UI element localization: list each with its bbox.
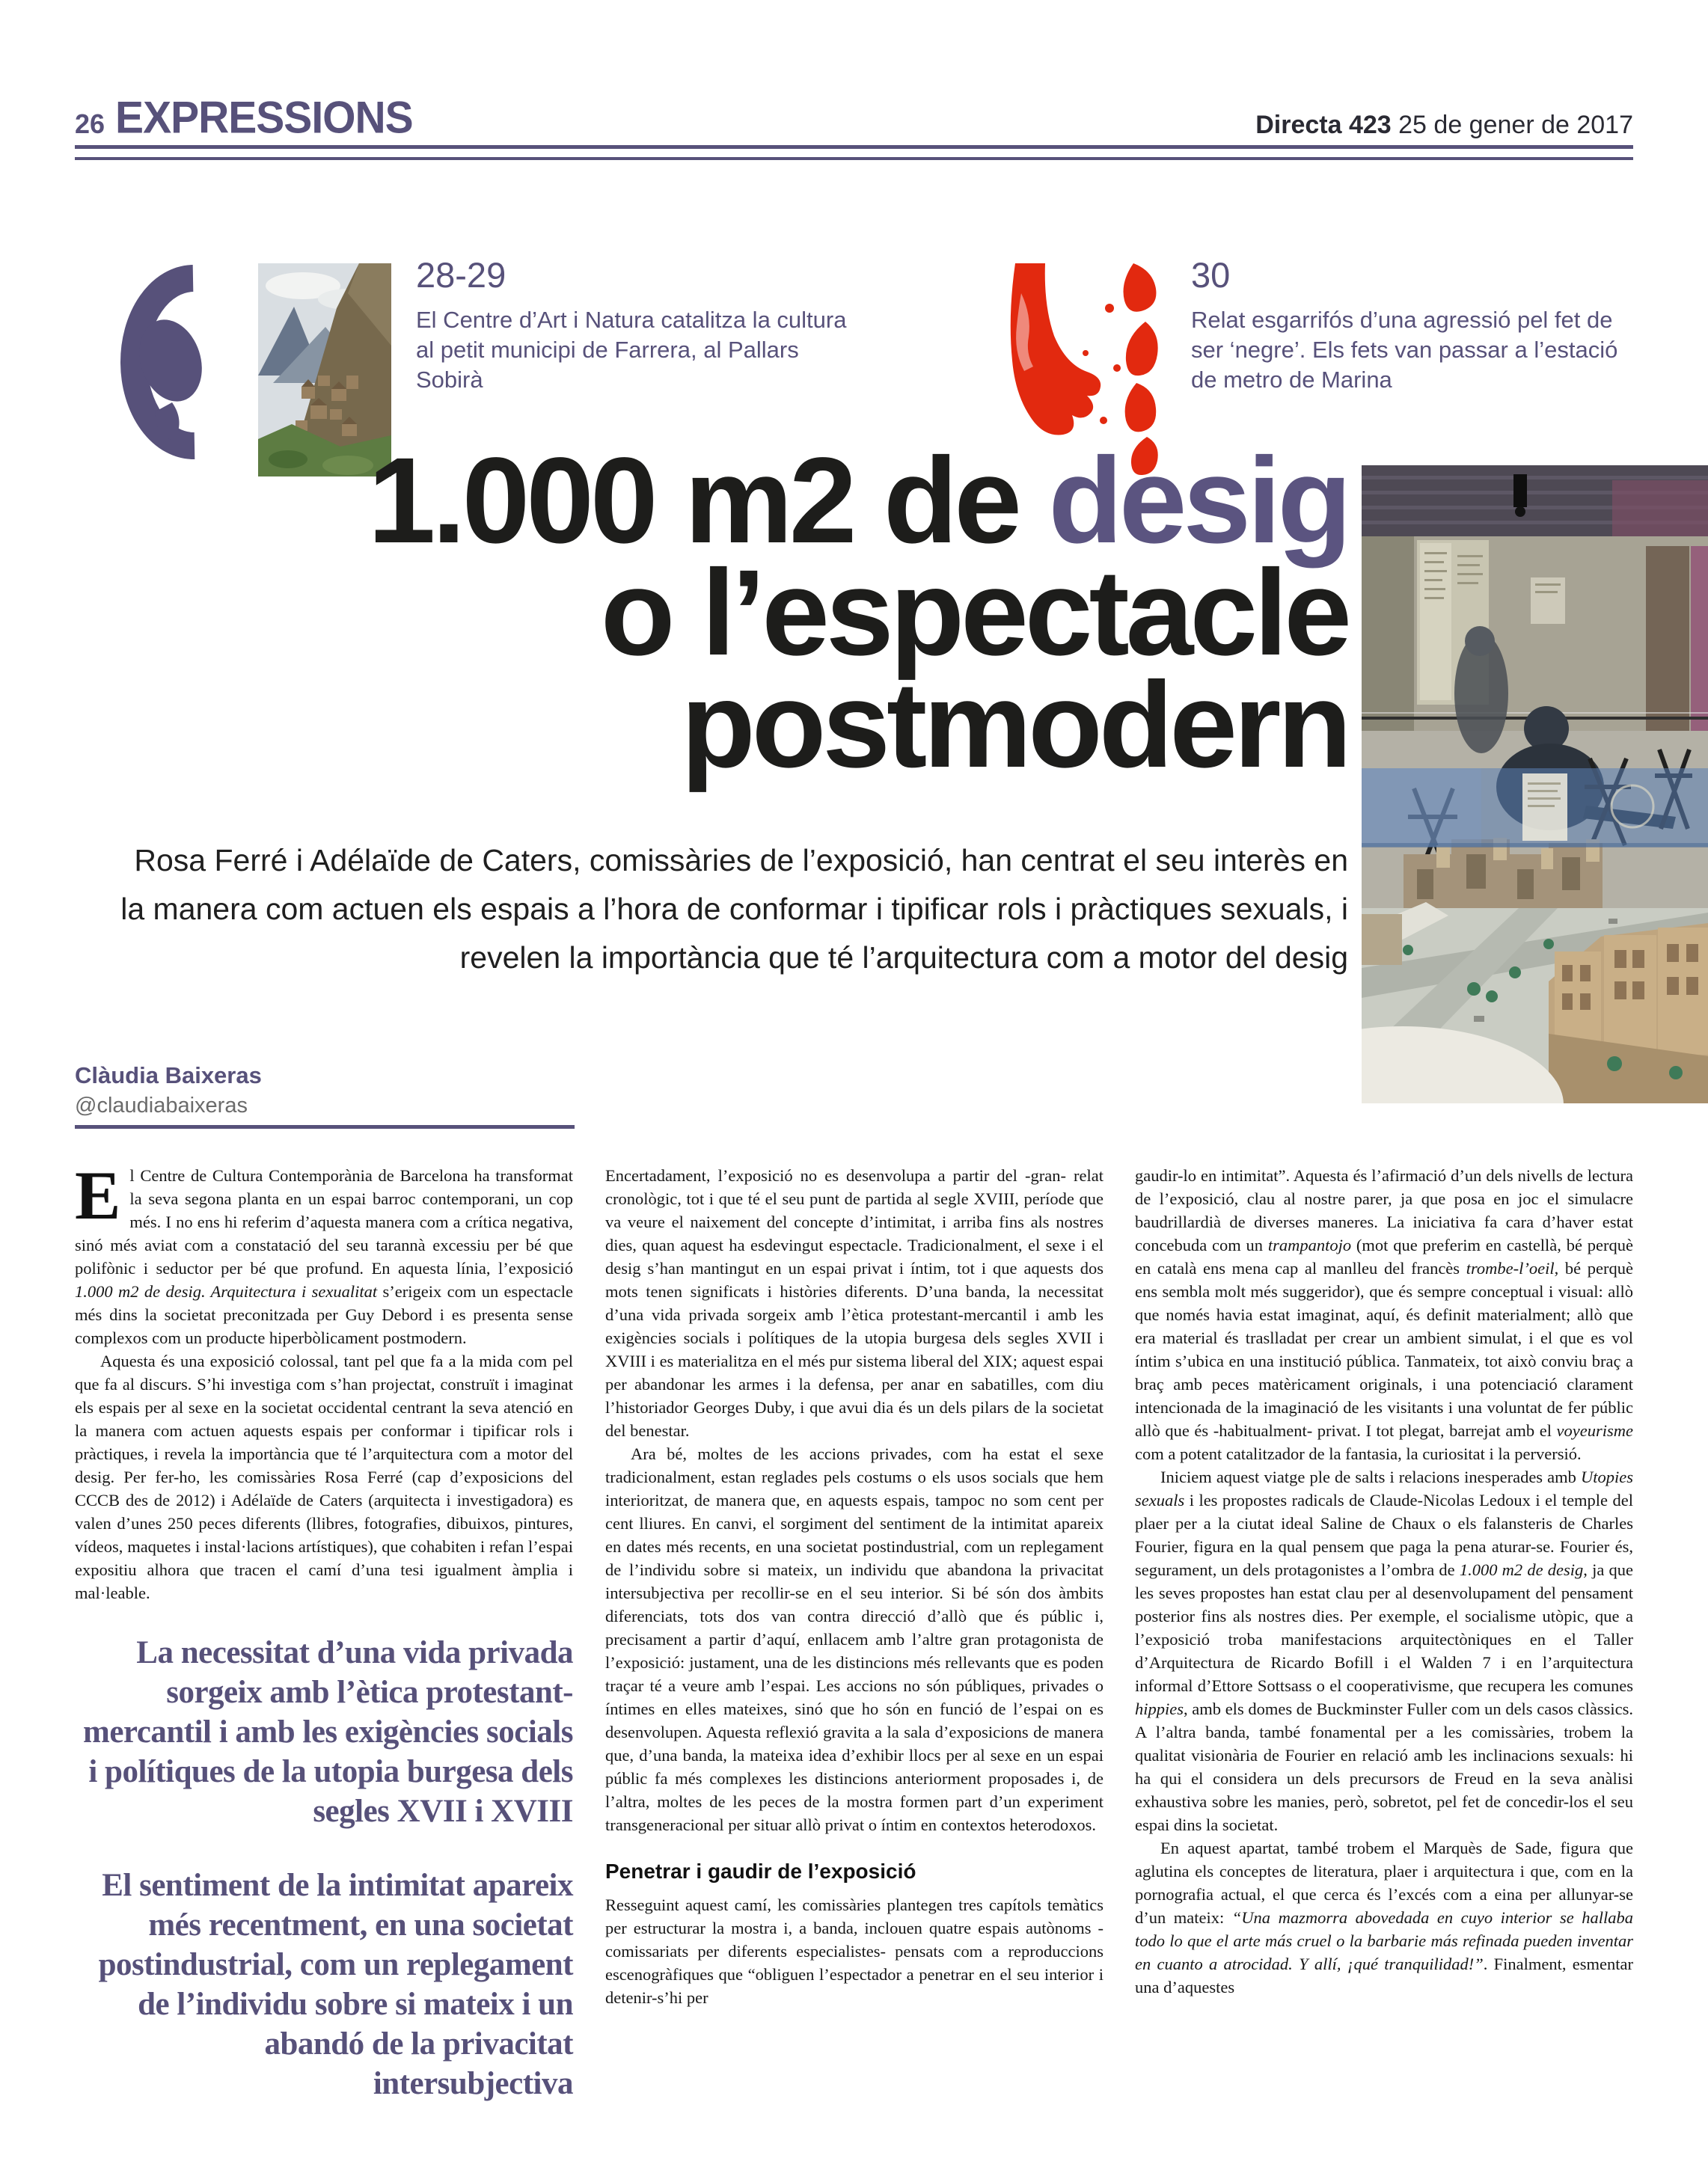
teaser-pages: 28-29: [416, 255, 506, 295]
section-title: EXPRESSIONS: [115, 92, 413, 143]
paragraph: Ara bé, moltes de les accions privades, com ha estat el sexe tradicionalment, estan reglades pels costums o els usos socials que hem interioritzat, de manera que, en aquests espais, tampoc no som cent per cent lliures. En canvi, el sorgiment del sentiment de la intimitat apareix en dates més recents, en una societat postindustrial, com un replegament de l’individu sobre si mateix, un individu que abandona la privacitat intersubjectiva per recollir-se en el seu interior. Si bé són dos àmbits diferenciats, tots dos van contra direcció d’allò que és públic i, precisament a partir d’aquí, enllacem amb l’altre gran protagonista de l’exposició: justament, una de les distincions més rellevants que es poden traçar té a veure amb l’espai. Les accions no són públiques, privades o íntimes en elles mateixes, sinó que ho són en funció de l’espai on es desenvolupen. Aquesta reflexió gravita a la sala d’exposicions de manera que, d’una banda, la mateixa idea d’exhibir llocs per al sexe en un espai públic fa més complexes les distincions anteriorment proposades i, de l’altra, moltes de les peces de la mostra formen part d’un experiment transgeneracional per situar allò privat o íntim en contextos heterodoxos.: [605, 1444, 1104, 1834]
headline-line-1: [112, 432, 1348, 568]
article-lede: Rosa Ferré i Adélaïde de Caters, comissàries de l’exposició, han centrat el seu interès en la manera com actuen els espais a l’hora de conformar i tipificar rols i pràctiques sexuals, i revelen la importància que té l’arquitectura com a motor del desig: [120, 843, 1348, 975]
paragraph: En aquest apartat, també trobem el Marquès de Sade, figura que aglutina els conceptes de literatura, plaer i arquitectura i que, com en la pornografia actual, el que cerca és l’excés com a eina per allunyar-se d’un mateix: “Una mazmorra abovedada en cuyo interior se hallaba todo lo que el arte más cruel o la barbarie más refinada pueden inventar en cuanto a atrocidad. Y allí, ¡qué tranquilidad!”. Finalment, esmentar una d’aquestes: [1135, 1839, 1633, 1996]
masthead: [1255, 111, 1633, 140]
headline-text-black: 1.000 m2 de: [367, 432, 1049, 568]
page-number: 26: [75, 108, 105, 139]
masthead-name: Directa 423: [1255, 111, 1392, 139]
pull-quote: El sentiment de la intimitat apareix més recentment, en una societat postindustrial, com un replegament de l’individu sobre si mateix i un abandó de la privacitat intersubjectiva: [98, 1868, 573, 2101]
section-block: [75, 94, 413, 144]
paragraph: Encertadament, l’exposició no es desenvolupa a partir del -gran- relat cronològic, tot i que té el seu punt de partida al segle XVIII, període que va veure el naixement del concepte d’intimitat, i arriba fins als nostres dies, quan aquest ha esdevingut espectacle. Tradicionalment, el sexe i el desig s’han mantingut en un espai privat i íntim, tot i que aquests dos mots tenen significats i històries diferents. D’una banda, la necessitat d’una vida privada sorgeix amb l’ètica protestant-mercantil i amb les exigències socials i polítiques de la utopia burgesa dels segles XVII i XVIII i es materialitza en el més pur sistema liberal del XIX; aquest espai per abandonar les armes i la defensa, per anar en sabatilles, com diu l’historiador Georges Duby, i que avui dia és un dels pilars de la societat del benestar.: [605, 1166, 1104, 1440]
paragraph: Iniciem aquest viatge ple de salts i relacions inesperades amb Utopies sexuals i les propostes radicals de Claude-Nicolas Ledoux i el temple del plaer per a la ciutat ideal Saline de Chaux o els falansteris de Charles Fourier, figura en la qual pensem que paga la pena aturar-se. Fourier és, segurament, un dels protagonistes a l’ombra de 1.000 m2 de desig, ja que les seves propostes han estat clau per al desenvolupament del pensament posterior fins als nostres dies. Per exemple, el socialisme utòpic, que a l’exposició troba manifestacions arquitectòniques en el Taller d’Arquitectura de Ricardo Bofill i el Walden 7 i en l’arquitectura informal d’Ettore Sottsass o el cooperativisme, que recupera les comunes hippies, amb els domes de Buckminster Fuller com un dels casos clàssics. A l’altra banda, també fonamental per a les comissàries, trobem la qualitat visionària de Fourier en relació amb les inclinacions sexuals: hi ha qui el considera un dels precursors de Freud en la seva anàlisi exhaustiva sobre les manies, però, sobretot, pel fet de concedir-los el seu espai dins la societat.: [1135, 1468, 1633, 1834]
byline-rule: [75, 1125, 575, 1129]
masthead-date: 25 de gener de 2017: [1391, 111, 1633, 139]
teaser-farrera: [416, 256, 854, 395]
header-rule-top: [75, 145, 1633, 149]
headline-text-accent: desig: [1048, 432, 1348, 568]
teaser-description: El Centre d’Art i Natura catalitza la cultura al petit municipi de Farrera, al Pallars Sobirà: [416, 307, 847, 393]
body-column-1: [75, 1157, 573, 2103]
exhibition-photo: [1362, 465, 1708, 1103]
body-column-3: [1135, 1164, 1633, 1999]
byline-author: Clàudia Baixeras: [75, 1062, 262, 1088]
header-rule-bottom: [75, 157, 1633, 160]
paragraph-text: l Centre de Cultura Contemporània de Barcelona ha transformat la seva segona planta en un espai barroc contemporani, un cop més. I no ens hi referim d’aquesta manera com a crítica negativa, sinó més aviat com a constatació del seu tarannà excessiu per bé que polifònic i seductor per bé que profund. En aquesta línia, l’exposició 1.000 m2 de desig. Arquitectura i sexualitat s’erigeix com un espectacle més dins la societat preconitzada per Guy Debord i es presenta sense complexos com un producte hiperbòlicament postmodern.: [75, 1166, 573, 1347]
byline: [75, 1062, 262, 1118]
byline-handle: @claudiabaixeras: [75, 1094, 248, 1118]
section-subhead: Penetrar i gaudir de l’exposició: [605, 1860, 916, 1883]
directa-logo-icon: [82, 254, 239, 471]
article-headline: [112, 432, 1348, 793]
teaser-marina: [1191, 256, 1629, 395]
paragraph: Resseguint aquest camí, les comissàries plantegen tres capítols temàtics per estructurar la mostra i, a banda, inclouen quatre espais autònoms -comissariats per diferents especialistes- pensats com a reproduccions escenogràfiques que “obliguen l’espectador a penetrar en el seu interior i detenir-s’hi per: [605, 1895, 1104, 2007]
pull-quote: La necessitat d’una vida privada sorgeix amb l’ètica protestant-mercantil i amb les exigències socials i polítiques de la utopia burgesa dels segles XVII i XVIII: [83, 1635, 573, 1829]
page-header: [75, 94, 1633, 144]
paragraph: Aquesta és una exposició colossal, tant pel que fa a la mida com pel que fa al discurs. S’hi investiga com s’han projectat, construït i imaginat els espais per al sexe en la societat occidental centrant la seva atenció en la manera com actuen aquests espais per conformar i tipificar rols i pràctiques, i revela la importància que té l’arquitectura com a motor del desig. Per fer-ho, les comissàries Rosa Ferré (cap d’exposicions del CCCB des de 2012) i Adélaïde de Caters (arquitecta i investigadora) es valen d’unes 250 peces diferents (llibres, fotografies, dibuixos, pintures, vídeos, maquetes i instal·lacions artístiques), que cohabiten i refan l’espai expositiu alhora que tracen el camí d’una tesi igualment àmplia i mal·leable.: [75, 1352, 573, 1602]
body-column-2: [605, 1164, 1104, 2009]
headline-line-2: o l’espectacle: [600, 544, 1348, 681]
dropcap: E: [75, 1157, 121, 1233]
paragraph: [75, 1157, 573, 1349]
teaser-description: Relat esgarrifós d’una agressió pel fet de ser ‘negre’. Els fets van passar a l’estació de metro de Marina: [1191, 307, 1618, 393]
paragraph: gaudir-lo en intimitat”. Aquesta és l’afirmació d’un dels nivells de lectura de l’exposició, clau al nostre parer, ja que posa en joc el simulacre baudrillardià de diverses maneres. La iniciativa fa cara d’haver estat concebuda com un trampantojo (mot que preferim en castellà, bé perquè en català ens mena cap al manlleu del francès trombe-l’oeil, bé perquè ens sembla molt més suggeridor), que és sempre conceptual i visual: allò que només havia estat imaginat, aquí, és definit materialment; allò que era material és traslladat per crear un ambient simulat, i el que es vol íntim s’ubica en una institució pública. Tanmateix, tot això conviu braç a braç amb peces matèricament originals, i una potenciació clarament intencionada de la imaginació de les visitants i una voluntat de fer públic allò que és -habitualment- privat. I tot plegat, barrejat amb el voyeurisme com a potent catalitzador de la fantasia, la curiositat i la perversió.: [1135, 1166, 1634, 1463]
teaser-pages: 30: [1191, 255, 1231, 295]
headline-line-3: postmodern: [681, 656, 1348, 793]
